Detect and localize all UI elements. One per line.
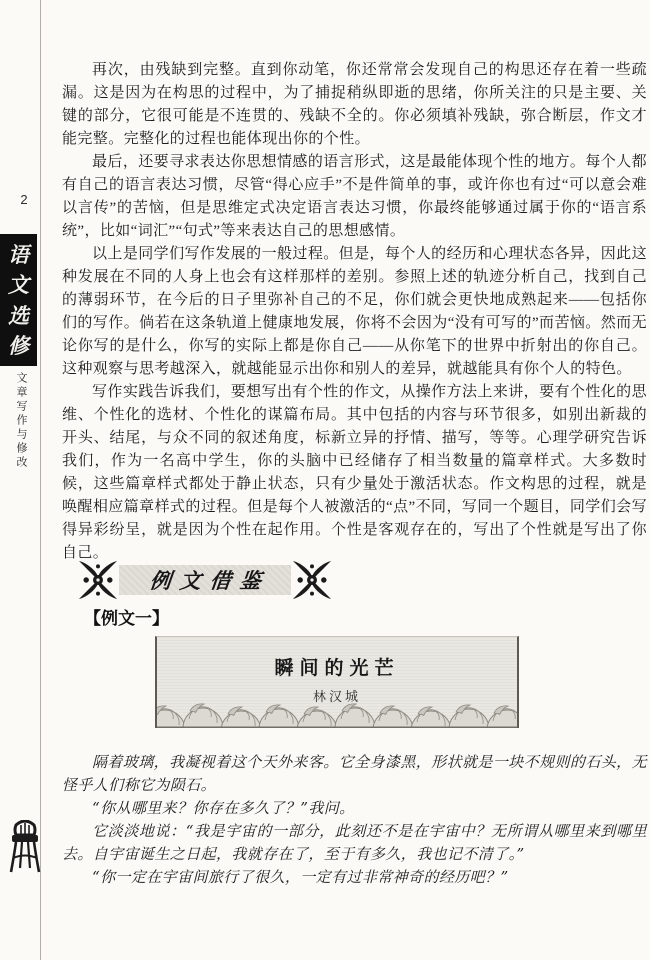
series-title-block [0,234,37,366]
banner-title: 例文借鉴 [148,568,271,593]
series-char: 文 [8,272,29,298]
example-label: 【例文一】 [84,609,169,628]
essay-title-box [155,636,519,728]
lesson-text [62,59,647,565]
section-banner [78,556,332,604]
essay-paragraph: 隔着玻璃，我凝视着这个天外来客。它全身漆黑，形状就是一块不规则的石头，无怪乎人们称它为陨石。 [62,753,647,794]
paragraph: 再次，由残缺到完整。直到你动笔，你还常常会发现自己的构思还存在着一些疏漏。这是因为在构思的过程中，为了捕捉稍纵即逝的思绪，你所关注的只是主要、关键的部分，它很可能是不连贯的、残缺不全的。你必须填补残缺，弥合断层，作文才能完整。完整化的过程也能体现出你的个性。 [62,62,647,147]
chair-icon [8,820,42,876]
floral-ornament-left-icon [78,559,118,601]
wave-border-icon [157,702,517,728]
banner-band [119,565,291,595]
essay-author: 林汉城 [312,689,361,704]
series-char: 选 [8,302,29,328]
paragraph: 写作实践告诉我们，要想写出有个性的作文，从操作方法上来讲，要有个性化的思维、个性化的选材、个性化的谋篇布局。其中包括的内容与环节很多，如别出新裁的开头、结尾，与众不同的叙述角度，标新立异的抒情、描写，等等。心理学研究告诉我们，作为一名高中学生，你的头脑中已经储存了相当数量的篇章样式。大多数时候，这些篇章样式都处于静止状态，只有少量处于激活状态。作文构思的过程，就是唤醒相应篇章样式的过程。但是每个人被激活的“点”不同，写同一个题目，同学们会写得异彩纷呈，就是因为个性在起作用。个性是客观存在的，写出了个性就是写出了你自己。 [62,384,647,561]
floral-ornament-right-icon [292,559,332,601]
essay-paragraph: “你从哪里来？你存在多久了？”我问。 [92,799,355,817]
margin-divider [40,0,41,960]
essay-title: 瞬间的光芒 [274,658,400,679]
series-char: 修 [8,333,29,359]
paragraph: 以上是同学们写作发展的一般过程。但是，每个人的经历和心理状态各异，因此这种发展在不同的人身上也会有这样那样的差别。参照上述的轨迹分析自己，找到自己的薄弱环节，在今后的日子里弥补自己的不足，你们就会更快地成熟起来——包括你们的写作。倘若在这条轨道上健康地发展，你将不会因为“没有可写的”而苦恼。然而无论你写的是什么，你写的实际上都是你自己——从你笔下的世界中折射出的你自己。这种观察与思考越深入，就越能显示出你和别人的差异，就越能具有你个人的特色。 [62,246,647,377]
essay-paragraph: 它淡淡地说：“我是宇宙的一部分，此刻还不是在宇宙中？无所谓从哪里来到哪里去。自宇宙诞生之日起，我就存在了，至于有多久，我也记不清了。” [62,822,647,863]
series-char: 语 [8,241,29,267]
page-number: 2 [20,192,28,207]
essay-paragraph: “你一定在宇宙间旅行了很久，一定有过非常神奇的经历吧？” [92,868,509,886]
subseries-title-vertical: 文章写作与修改 [15,372,27,470]
essay-text [62,751,647,889]
paragraph: 最后，还要寻求表达你思想情感的语言形式，这是最能体现个性的地方。每个人都有自己的语言表达习惯，尽管“得心应手”不是件简单的事，或许你也有过“可以意会难以言传”的苦恼，但是思维定式决定语言表达习惯，你最终能够通过属于你的“语言系统”，比如“词汇”“句式”等来表达自己的思想感情。 [62,154,647,239]
